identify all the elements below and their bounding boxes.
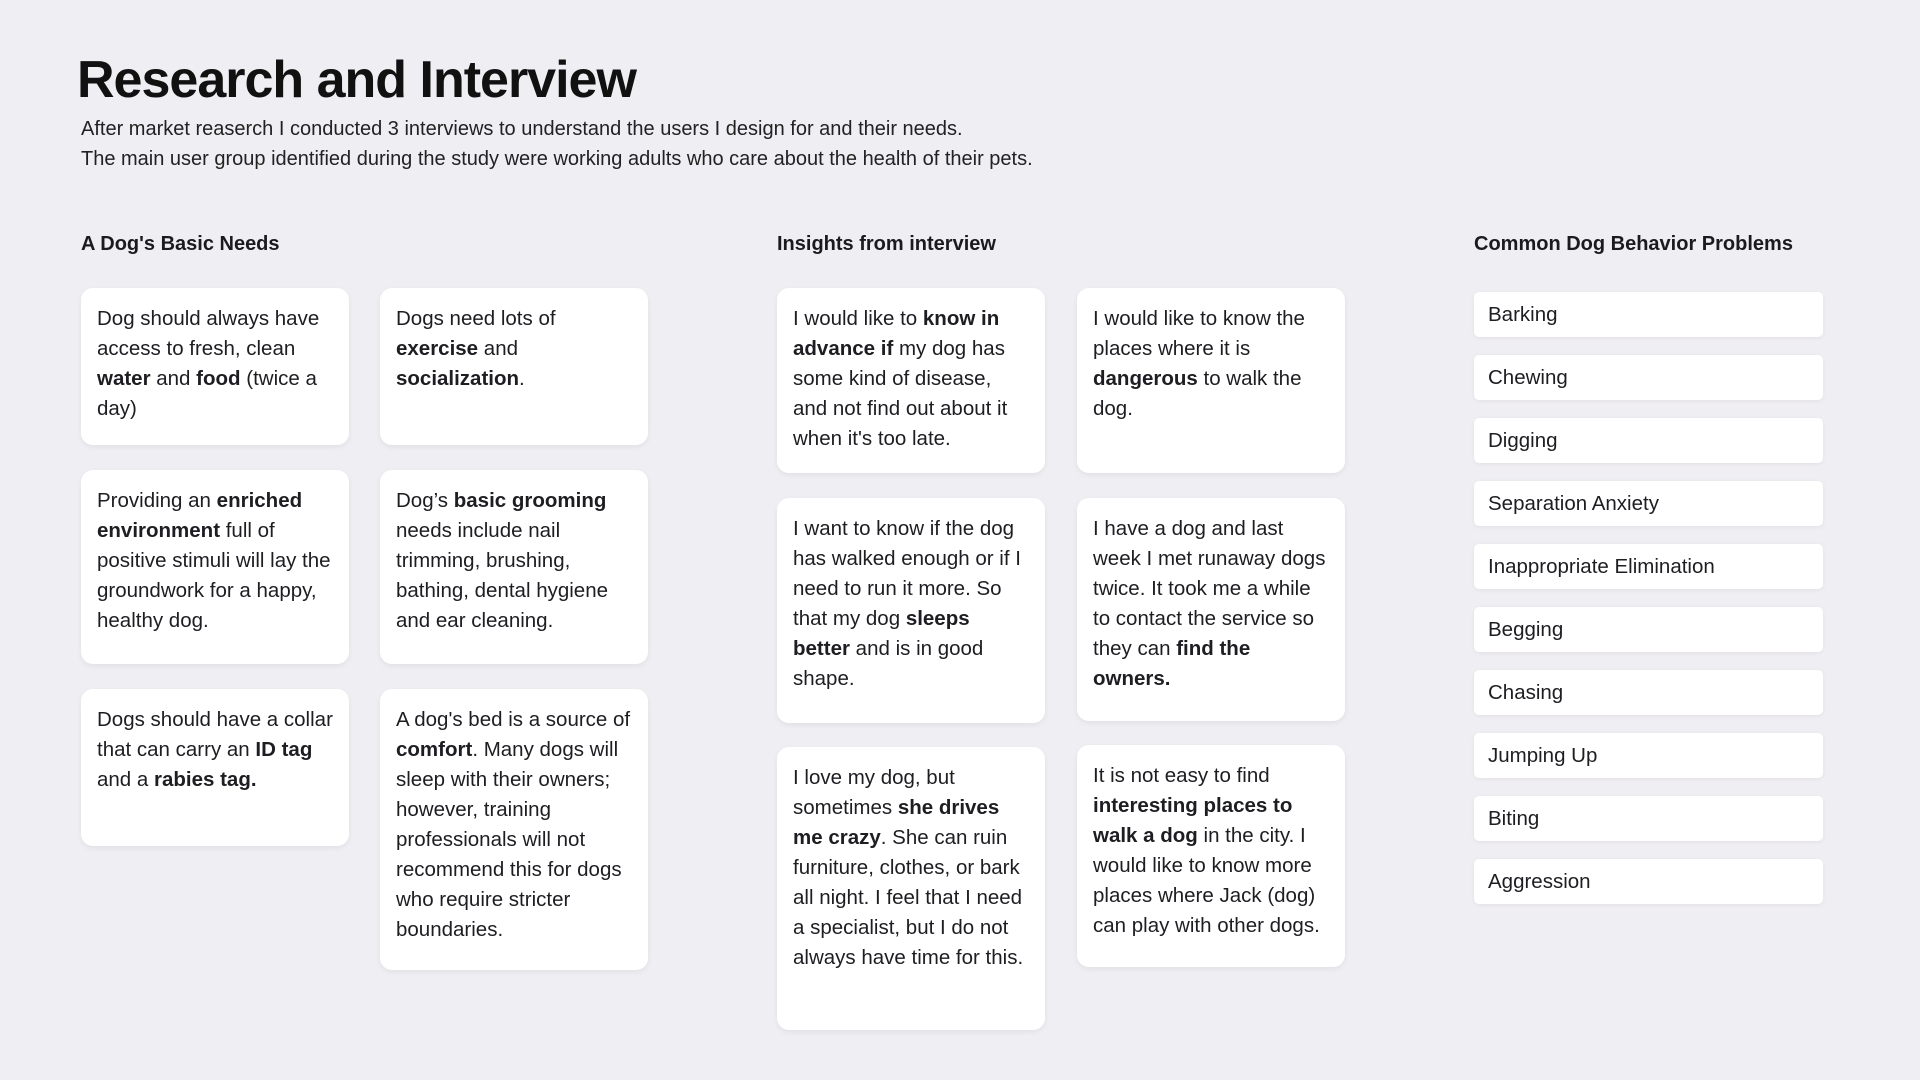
problem-item: Chasing [1474,670,1823,715]
page-title: Research and Interview [77,51,636,109]
emphasis-text: interesting places to walk a dog [1093,794,1293,847]
insight-card [777,747,1045,1030]
card-text: A dog's bed is a source of [396,708,631,731]
card-text: . [519,367,525,390]
card-text: and a [97,768,154,791]
card-text: my dog has some kind of disease, and not find out about it when it's too late. [793,337,1008,450]
emphasis-text: basic grooming [453,489,607,512]
emphasis-text: water [97,367,151,390]
needs-heading: A Dog's Basic Needs [81,233,280,255]
need-card [81,288,349,445]
insight-card [1077,288,1345,473]
emphasis-text: dangerous [1093,367,1198,390]
card-text: I want to know if the dog has walked enough or if I need to run it more. So that my dog [793,517,1021,630]
card-text: needs include nail trimming, brushing, bathing, dental hygiene and ear cleaning. [396,519,609,632]
card-text: Dog should always have access to fresh, clean [97,307,320,360]
need-card [380,288,648,445]
need-card [380,689,648,970]
need-card [380,470,648,664]
card-text: I would like to [793,307,923,330]
card-text: in the city. I would like to know more places where Jack (dog) can play with other dogs. [1093,824,1320,937]
emphasis-text: socialization [396,367,520,390]
emphasis-text: find the owners. [1093,637,1251,690]
problem-item: Separation Anxiety [1474,481,1823,526]
intro-text [81,114,1033,174]
insight-card [1077,745,1345,967]
card-text: Dogs should have a collar that can carry an [97,708,333,761]
emphasis-text: ID tag [255,738,313,761]
problem-item: Inappropriate Elimination [1474,544,1823,589]
card-text: . She can ruin furniture, clothes, or bark all night. I feel that I need a specialist, but I do not always have time for this. [793,826,1024,969]
emphasis-text: rabies tag. [154,768,257,791]
card-text: Dog’s [396,489,454,512]
emphasis-text: she drives me crazy [793,796,1000,849]
emphasis-text: sleeps better [793,607,970,660]
card-text: and [150,367,197,390]
card-text: It is not easy to find [1093,764,1270,787]
card-text: I would like to know the places where it is [1093,307,1305,360]
intro-line-1: After market reaserch I conducted 3 interviews to understand the users I design for and their needs. [81,118,963,140]
emphasis-text: know in advance if [793,307,1000,360]
need-card [81,470,349,664]
emphasis-text: comfort [396,738,473,761]
card-text: Providing an [97,489,217,512]
insight-card [1077,498,1345,721]
problem-item: Begging [1474,607,1823,652]
problem-item: Aggression [1474,859,1823,904]
insights-heading: Insights from interview [777,233,996,255]
intro-line-2: The main user group identified during the study were working adults who care about the health of their pets. [81,148,1033,170]
emphasis-text: exercise [396,337,479,360]
card-text: and [478,337,518,360]
emphasis-text: enriched environment [97,489,303,542]
need-card [81,689,349,846]
problems-heading: Common Dog Behavior Problems [1474,233,1793,255]
problem-item: Jumping Up [1474,733,1823,778]
insight-card [777,498,1045,723]
card-text: (twice a day) [97,367,317,420]
problem-item: Barking [1474,292,1823,337]
problem-item: Digging [1474,418,1823,463]
card-text: full of positive stimuli will lay the groundwork for a happy, healthy dog. [97,519,331,632]
insight-card [777,288,1045,473]
card-text: to walk the dog. [1093,367,1302,420]
emphasis-text: food [196,367,241,390]
card-text: I love my dog, but sometimes [793,766,955,819]
card-text: and is in good shape. [793,637,984,690]
problem-item: Biting [1474,796,1823,841]
problem-item: Chewing [1474,355,1823,400]
card-text: I have a dog and last week I met runaway dogs twice. It took me a while to contact the service so they can [1093,517,1326,660]
card-text: . Many dogs will sleep with their owners; however, training professionals will not recommend this for dogs who require stricter boundaries. [396,738,622,941]
card-text: Dogs need lots of [396,307,556,330]
